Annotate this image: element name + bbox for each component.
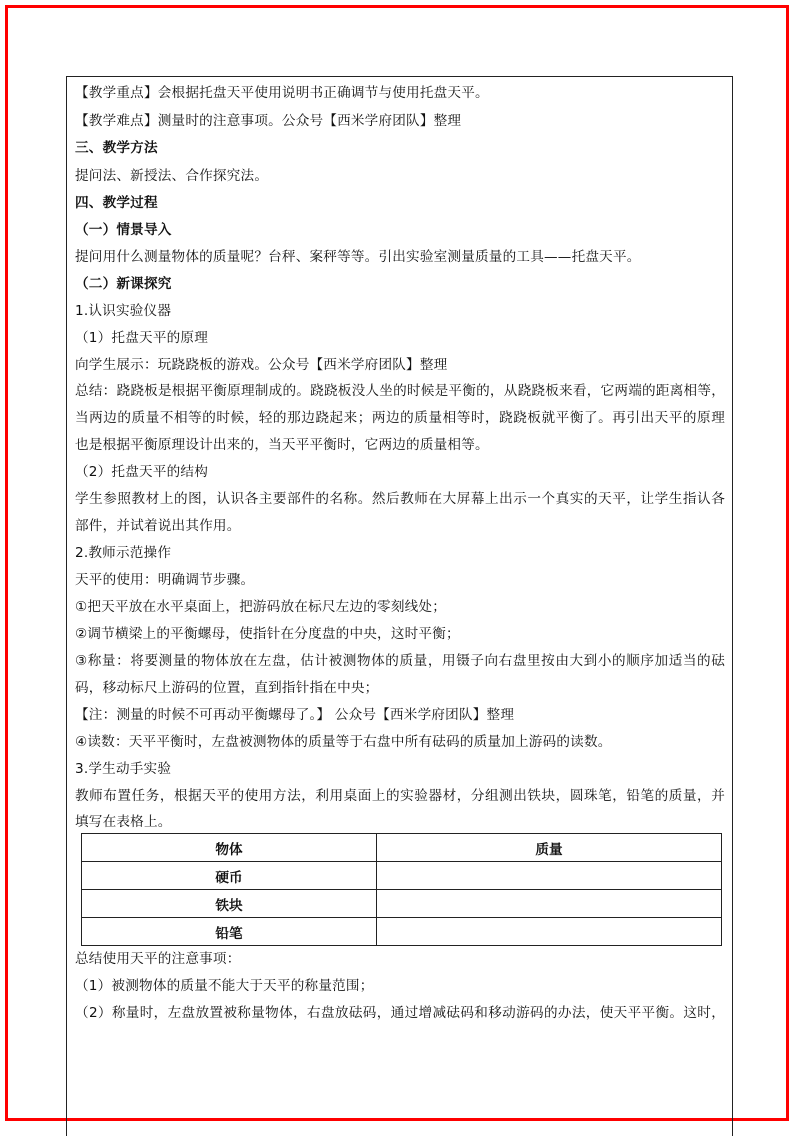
table-cell-mass — [377, 890, 722, 918]
table-header-mass: 质量 — [377, 834, 722, 862]
paragraph: 总结使用天平的注意事项： — [75, 951, 241, 967]
paragraph: 教师布置任务，根据天平的使用方法，利用桌面上的实验器材，分组测出铁块，圆珠笔，铅笔的质量，并 — [75, 788, 725, 804]
section-heading: 四、教学过程 — [75, 195, 158, 211]
document-body — [66, 76, 733, 1136]
table-header-object: 物体 — [82, 834, 377, 862]
list-item: （1）被测物体的质量不能大于天平的称量范围； — [75, 978, 374, 994]
paragraph: 也是根据平衡原理设计出来的，当天平平衡时，它两边的质量相等。 — [75, 437, 489, 453]
paragraph: 提问法、新授法、合作探究法。 — [75, 168, 269, 184]
paragraph: （2）托盘天平的结构 — [75, 464, 208, 480]
list-item: ④读数：天平平衡时，左盘被测物体的质量等于右盘中所有砝码的质量加上游码的读数。 — [75, 734, 612, 750]
subsection-heading: （二）新课探究 — [75, 276, 172, 292]
list-item: ③称量：将要测量的物体放在左盘，估计被测物体的质量，用镊子向右盘里按由大到小的顺序加适当的砝 — [75, 653, 725, 669]
list-item: ①把天平放在水平桌面上，把游码放在标尺左边的零刻线处； — [75, 599, 447, 615]
list-item: （2）称量时，左盘放置被称量物体，右盘放砝码，通过增减砝码和移动游码的办法，使天平平衡。这时， — [75, 1005, 725, 1021]
paragraph: 天平的使用：明确调节步骤。 — [75, 572, 255, 588]
paragraph: 2.教师示范操作 — [75, 545, 172, 561]
paragraph: 1.认识实验仪器 — [75, 303, 172, 319]
paragraph: 3.学生动手实验 — [75, 761, 172, 777]
table-row — [82, 862, 722, 890]
table-cell-object: 硬币 — [82, 862, 377, 890]
paragraph: 填写在表格上。 — [75, 814, 172, 830]
table-cell-object: 铁块 — [82, 890, 377, 918]
paragraph: 向学生展示：玩跷跷板的游戏。公众号【西米学府团队】整理 — [75, 357, 448, 373]
list-item: 码，移动标尺上游码的位置，直到指针指在中央； — [75, 680, 379, 696]
paragraph: 总结：跷跷板是根据平衡原理制成的。跷跷板没人坐的时候是平衡的，从跷跷板来看，它两端的距离相等， — [75, 383, 725, 399]
subsection-heading: （一）情景导入 — [75, 222, 172, 238]
paragraph: 学生参照教材上的图，认识各主要部件的名称。然后教师在大屏幕上出示一个真实的天平，让学生指认各 — [75, 491, 725, 507]
section-heading: 三、教学方法 — [75, 140, 158, 156]
table-cell-mass — [377, 862, 722, 890]
table-header-row — [82, 834, 722, 862]
paragraph: 提问用什么测量物体的质量呢？台秤、案秤等等。引出实验室测量质量的工具——托盘天平。 — [75, 249, 641, 265]
note-line: 【注：测量的时候不可再动平衡螺母了。】 公众号【西米学府团队】整理 — [75, 707, 515, 723]
measurement-table — [81, 833, 722, 946]
list-item: ②调节横梁上的平衡螺母，使指针在分度盘的中央，这时平衡； — [75, 626, 460, 642]
paragraph: （1）托盘天平的原理 — [75, 330, 208, 346]
table-row — [82, 918, 722, 946]
table-row — [82, 890, 722, 918]
difficulty-line: 【教学难点】测量时的注意事项。公众号【西米学府团队】整理 — [75, 113, 462, 129]
paragraph: 当两边的质量不相等的时候，轻的那边跷起来；两边的质量相等时，跷跷板就平衡了。再引出天平的原理 — [75, 410, 725, 426]
table-cell-object: 铅笔 — [82, 918, 377, 946]
key-point-line: 【教学重点】会根据托盘天平使用说明书正确调节与使用托盘天平。 — [75, 85, 489, 101]
table-cell-mass — [377, 918, 722, 946]
paragraph: 部件，并试着说出其作用。 — [75, 518, 241, 534]
